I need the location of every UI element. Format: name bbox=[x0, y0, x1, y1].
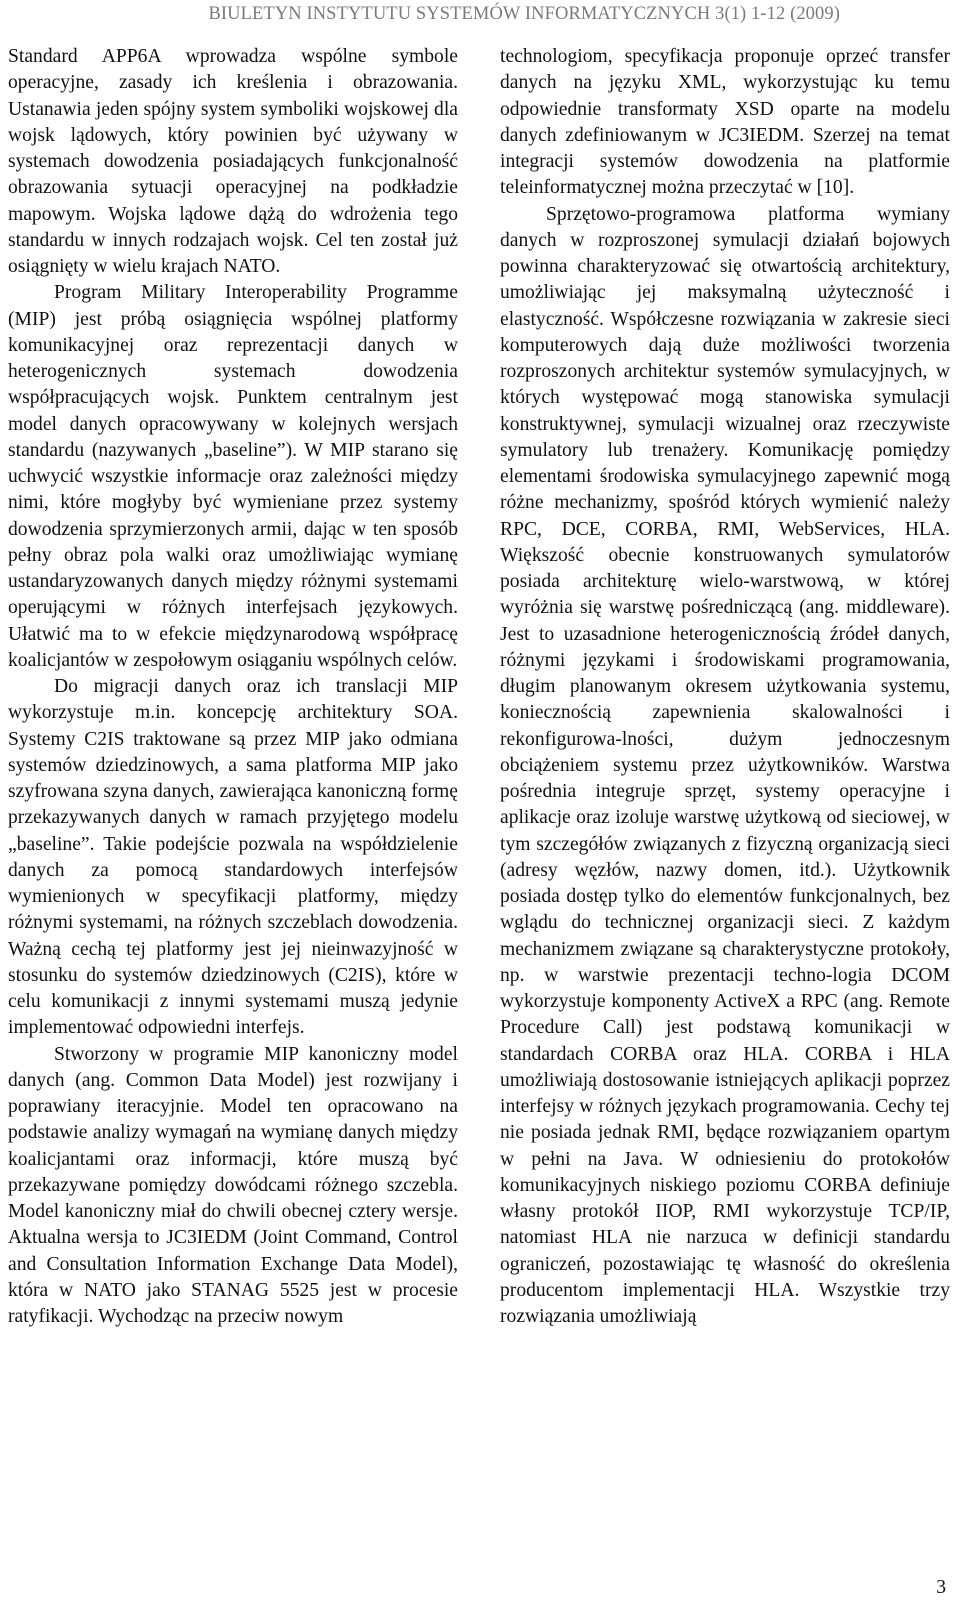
paragraph: Sprzętowo-programowa platforma wymiany danych w rozproszonej symulacji działań bojowych powinna charakteryzować się otwartością architektury, umożliwiając jej maksymalną użyteczność i elastyczność. Współczesne rozwiązania w zakresie sieci komputerowych dają duże możliwości tworzenia rozproszonych architektur systemów symulacyjnych, w których występować mogą stanowiska symulacji konstruktywnej, symulacji wizualnej oraz rzeczywiste symulatory lub trenażery. Komunikację pomiędzy elementami środowiska symulacyjnego zapewnić mogą różne mechanizmy, spośród których wymienić należy RPC, DCE, CORBA, RMI, WebServices, HLA. Większość obecnie konstruowanych symulatorów posiada architekturę wielo-warstwową, w której wyróżnia się warstwę pośredniczącą (ang. middleware). Jest to uzasadnione heterogenicznością źródeł danych, różnymi językami i środowiskami programowania, długim planowanym okresem użytkowania systemu, koniecznością zapewnienia skalowalności i rekonfigurowa-lności, dużym jednoczesnym obciążeniem systemu przez użytkowników. Warstwa pośrednia integruje sprzęt, systemy operacyjne i aplikacje oraz izoluje warstwę użytkową od sieciowej, w tym szczegółów związanych z fizyczną organizacją sieci (adresy węzłów, nazwy domen, itd.). Użytkownik posiada dostęp tylko do elementów funkcjonalnych, bez wglądu do technicznej organizacji sieci. Z każdym mechanizmem związane są charakterystyczne protokoły, np. w warstwie prezentacji techno-logia DCOM wykorzystuje komponenty ActiveX a RPC (ang. Remote Procedure Call) jest podstawą komunikacji w standardach CORBA oraz HLA. CORBA i HLA umożliwiają dostosowanie istniejących aplikacji poprzez interfejsy w różnych językach programowania. Cechy tej nie posiada jednak RMI, będące rozwiązaniem opartym w pełni na Java. W odniesieniu do protokołów komunikacyjnych niskiego poziomu CORBA definiuje własny protokół IIOP, RMI wykorzystuje TCP/IP, natomiast HLA nie narzuca w definicji standardu ograniczeń, pozostawiając tę własność do określenia producentom implementacji HLA. Wszystkie trzy rozwiązania umożliwiają bbox=[500, 203, 950, 1327]
paragraph: technologiom, specyfikacja proponuje oprzeć transfer danych na języku XML, wykorzystując ku temu odpowiednie transformaty XSD oparte na modelu danych zdefiniowanym w JC3IEDM. Szerzej na temat integracji systemów dowodzenia na platformie teleinformatycznej można przeczytać w [10]. bbox=[500, 46, 950, 199]
right-column bbox=[500, 44, 950, 1330]
page-number: 3 bbox=[936, 1577, 946, 1598]
left-column bbox=[8, 44, 458, 1330]
paragraph: Stworzony w programie MIP kanoniczny model danych (ang. Common Data Model) jest rozwijany i poprawiany iteracyjnie. Model ten opracowano na podstawie analizy wymagań na wymianę danych między koalicjantami oraz informacji, które muszą być przekazywane pomiędzy dowódcami różnego szczebla. Model kanoniczny miał do chwili obecnej cztery wersje. Aktualna wersja to JC3IEDM (Joint Command, Control and Consultation Information Exchange Data Model), która w NATO jako STANAG 5525 jest w procesie ratyfikacji. Wychodząc na przeciw nowym bbox=[8, 1043, 458, 1327]
paragraph: Standard APP6A wprowadza wspólne symbole operacyjne, zasady ich kreślenia i obrazowania. Ustanawia jeden spójny system symboliki wojskowej dla wojsk lądowych, który powinien być używany w systemach dowodzenia posiadających funkcjonalność obrazowania sytuacji operacyjnej na podkładzie mapowym. Wojska lądowe dążą do wdrożenia tego standardu w innych rodzajach wojsk. Cel ten został już osiągnięty w wielu krajach NATO. bbox=[8, 46, 458, 277]
running-head: BIULETYN INSTYTUTU SYSTEMÓW INFORMATYCZNYCH 3(1) 1-12 (2009) bbox=[208, 4, 840, 24]
paragraph: Do migracji danych oraz ich translacji MIP wykorzystuje m.in. koncepcję architektury SOA. Systemy C2IS traktowane są przez MIP jako odmiana systemów dziedzinowych, a sama platforma MIP jako szyfrowana szyna danych, zawierająca kanoniczną formę przekazywanych danych w ramach przyjętego modelu „baseline”. Takie podejście pozwala na współdzielenie danych za pomocą standardowych interfejsów wymienionych w specyfikacji platformy, między różnymi systemami, na różnych szczeblach dowodzenia. Ważną cechą tej platformy jest jej nieinwazyjność w stosunku do systemów dziedzinowych (C2IS), które w celu komunikacji z innymi systemami muszą jedynie implementować odpowiedni interfejs. bbox=[8, 676, 458, 1039]
paragraph: Program Military Interoperability Programme (MIP) jest próbą osiągnięcia wspólnej platformy komunikacyjnej oraz reprezentacji danych w heterogenicznych systemach dowodzenia współpracujących wojsk. Punktem centralnym jest model danych opracowywany w kolejnych wersjach standardu (nazywanych „baseline”). W MIP starano się uchwycić wszystkie informacje oraz zależności między nimi, które mogłyby być wymieniane przez systemy dowodzenia sprzymierzonych armii, dając w ten sposób pełny obraz pola walki oraz umożliwiając wymianę ustandaryzowanych danych między różnymi systemami operującymi w różnych interfejsach językowych. Ułatwić ma to w efekcie międzynarodową współpracę koalicjantów w zespołowym osiąganiu wspólnych celów. bbox=[8, 282, 458, 671]
